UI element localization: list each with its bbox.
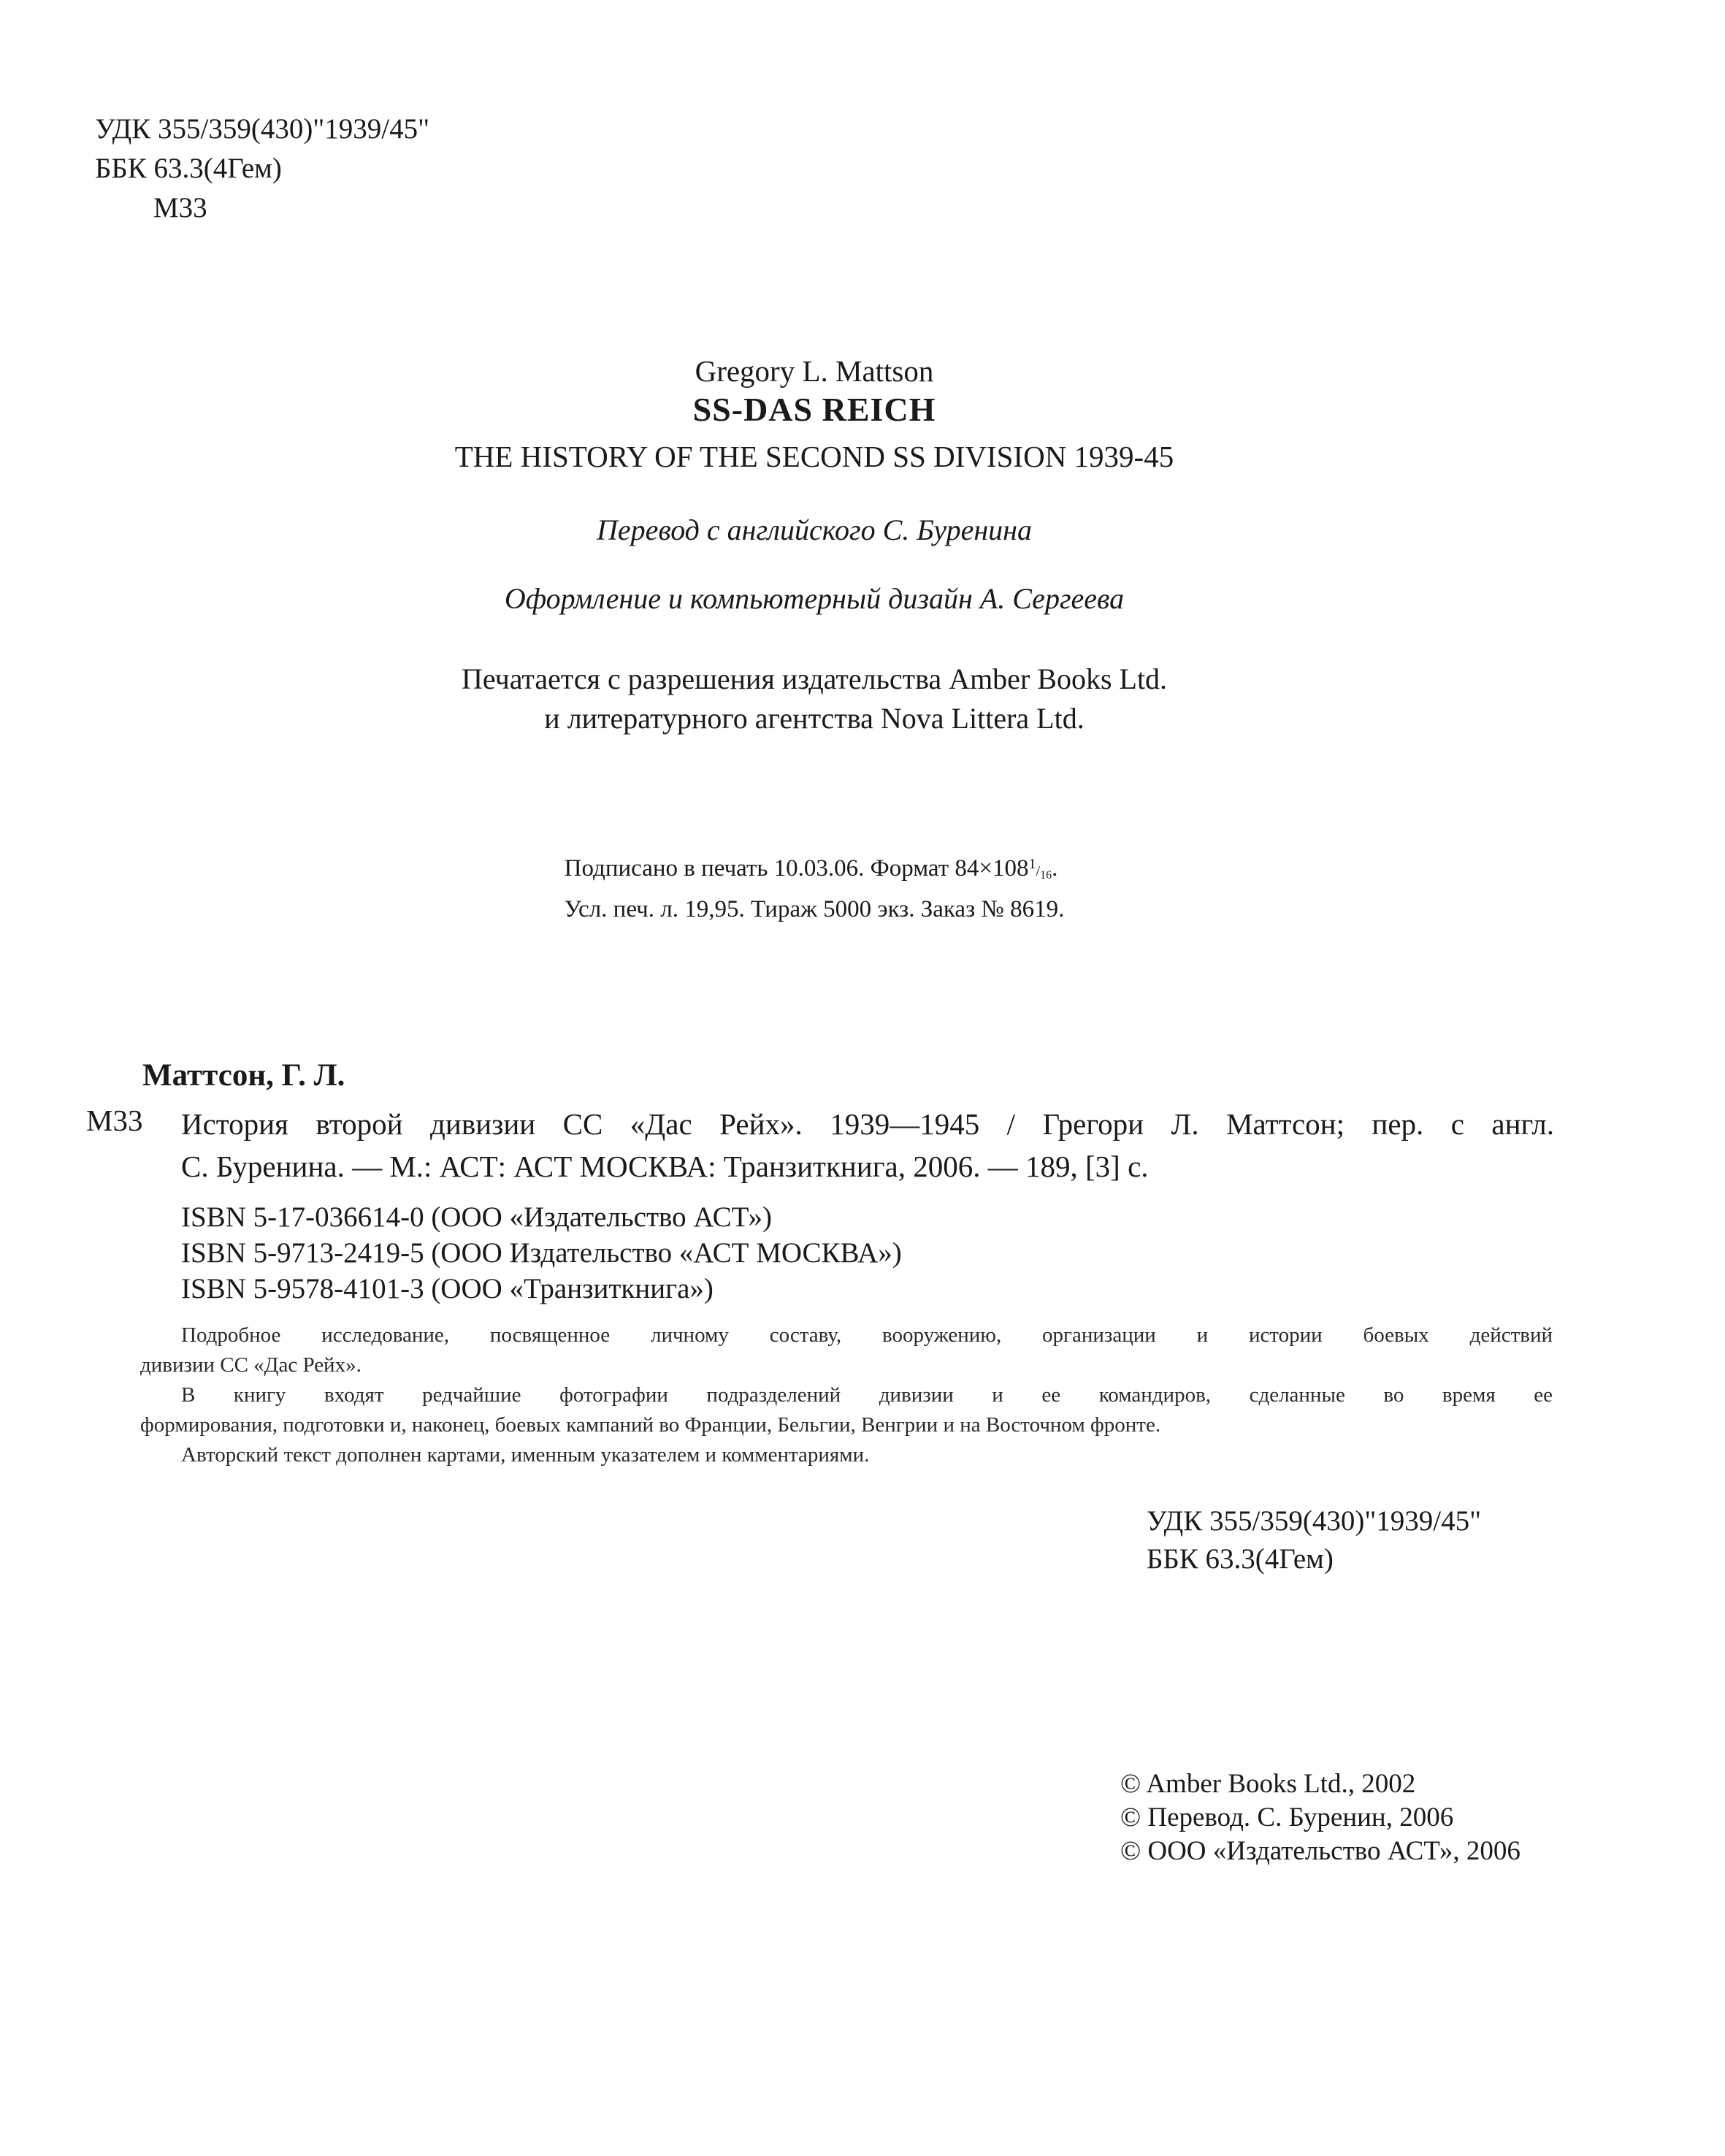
annotation-line: дивизии СС «Дас Рейх». [140, 1353, 362, 1377]
isbn-list [181, 1199, 902, 1307]
catalog-description [181, 1103, 1554, 1188]
udk-code: УДК 355/359(430)"1939/45" [95, 113, 430, 145]
isbn-item: ISBN 5-17-036614-0 (ООО «Издательство АСТ») [181, 1201, 772, 1233]
catalog-description-line: История второй дивизии СС «Дас Рейх». 1939—1945 / Грегори Л. Маттсон; пер. с англ. [181, 1107, 1554, 1141]
annotation-line: Подробное исследование, посвященное личному составу, вооружению, организации и истории боевых действий [181, 1323, 1553, 1347]
print-format-text: Подписано в печать 10.03.06. Формат 84×108 [564, 855, 1029, 882]
copyright-line: © ООО «Издательство АСТ», 2006 [1120, 1836, 1521, 1866]
catalog-author-mark: М33 [86, 1104, 143, 1137]
designer-credit: Оформление и компьютерный дизайн А. Сергеева [504, 582, 1125, 615]
author-mark: М33 [153, 192, 207, 223]
classification-top [95, 110, 429, 228]
format-numerator: 1 [1028, 856, 1036, 872]
book-subtitle-original: THE HISTORY OF THE SECOND SS DIVISION 1939-45 [454, 440, 1174, 473]
copyright-line: © Перевод. С. Буренин, 2006 [1120, 1803, 1454, 1832]
bbk-code: ББК 63.3(4Гем) [1147, 1543, 1334, 1575]
print-line-end: . [1052, 855, 1058, 882]
print-info [0, 847, 1629, 926]
format-denominator: 16 [1040, 869, 1052, 882]
isbn-item: ISBN 5-9578-4101-3 (ООО «Транзиткнига») [181, 1273, 714, 1304]
copyright-block [1120, 1767, 1521, 1868]
catalog-author: Маттсон, Г. Л. [142, 1058, 345, 1093]
isbn-item: ISBN 5-9713-2419-5 (ООО Издательство «АСТ МОСКВА») [181, 1237, 902, 1269]
print-info-line [565, 847, 1065, 892]
annotation-line: В книгу входят редчайшие фотографии подразделений дивизии и ее командиров, сделанные во время ее [181, 1383, 1553, 1407]
annotation-line: Авторский текст дополнен картами, именным указателем и комментариями. [181, 1443, 870, 1467]
author-name-original: Gregory L. Mattson [695, 354, 934, 388]
print-info-line: Усл. печ. л. 19,95. Тираж 5000 экз. Заказ № 8619. [564, 896, 1065, 922]
udk-code: УДК 355/359(430)"1939/45" [1147, 1505, 1482, 1537]
annotation [140, 1320, 1553, 1470]
permission-notice [0, 660, 1629, 738]
annotation-line: формирования, подготовки и, наконец, боевых кампаний во Франции, Бельгии, Венгрии и на Восточном фронте. [140, 1413, 1161, 1437]
permission-line: Печатается с разрешения издательства Amber Books Ltd. [461, 662, 1168, 695]
catalog-description-line: С. Буренина. — М.: АСТ: АСТ МОСКВА: Транзиткнига, 2006. — 189, [3] с. [181, 1150, 1149, 1183]
translator-credit: Перевод с английского С. Буренина [596, 513, 1033, 546]
copyright-line: © Amber Books Ltd., 2002 [1120, 1769, 1416, 1799]
bbk-code: ББК 63.3(4Гем) [95, 153, 282, 184]
format-fraction: $^1/_{16}$ [1028, 856, 1052, 882]
classification-bottom [1147, 1502, 1481, 1578]
permission-line: и литературного агентства Nova Littera Ltd. [544, 702, 1085, 735]
book-title-original: SS-DAS REICH [692, 391, 936, 428]
